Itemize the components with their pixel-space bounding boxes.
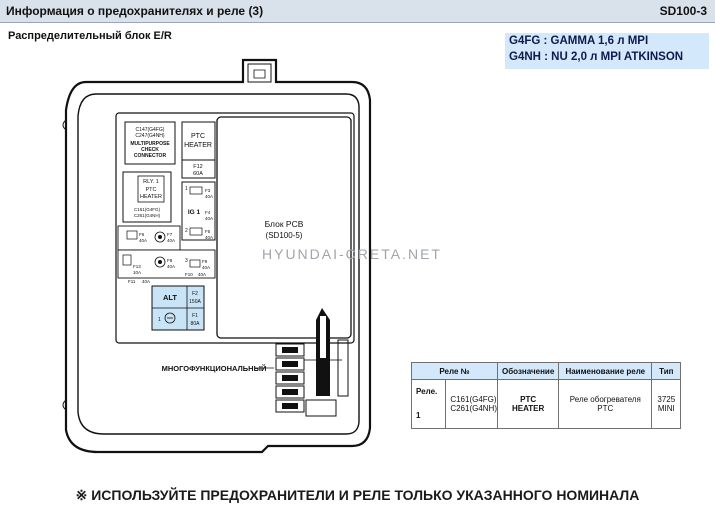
ptc-top-label-2: HEATER [184, 142, 212, 149]
fuse-f2-rating: 150A [189, 299, 201, 305]
pcb-block-name: Блок PCB [264, 219, 304, 229]
page-title: Информация о предохранителях и реле (3) [6, 4, 264, 18]
connector-label-2: CHECK [141, 147, 159, 153]
wheel-hub-icon [158, 235, 162, 239]
relay-conn-1: C161(G4FG) [133, 207, 161, 212]
relay-cell-no [412, 380, 498, 429]
relay-col-name: Наименование реле [559, 363, 652, 380]
pcb-block-ref: (SD100-5) [265, 231, 303, 240]
fuse-f6-rating: 40A [139, 238, 148, 243]
fuse-f9-name: F9 [202, 259, 208, 264]
fuse-f3-rating: 40A [205, 194, 214, 199]
housing-clip [248, 64, 271, 82]
engine-g4nh: G4NH : NU 2,0 л MPI ATKINSON [509, 51, 684, 63]
fuse-f5-rating: 40A [205, 235, 214, 240]
fuse-f13-name: F13 [133, 264, 141, 269]
relay-table-header [412, 363, 681, 380]
relay-cell-type [652, 380, 681, 429]
relay-col-no: Реле № [412, 363, 498, 380]
fuse-f4-name: F4 [205, 210, 211, 215]
relay-conn-g4nh: C261(G4NH) [450, 404, 497, 413]
connector-code-1: C147(G4FG) [135, 127, 165, 133]
relay-col-designation: Обозначение [498, 363, 559, 380]
ig1-label: IG 1 [187, 209, 201, 216]
wheel-hub-icon-2 [158, 260, 162, 264]
table-row [412, 380, 681, 429]
fuse-f2-name: F2 [192, 291, 198, 297]
fuse-f10-rating: 40A [198, 272, 207, 277]
relay-designation-1: PTC [520, 395, 537, 404]
fuse-f1-rating: 80A [190, 321, 200, 327]
num-label-alt: 1 [158, 317, 161, 323]
fuse-f11-rating: 40A [142, 279, 151, 284]
alt-label: ALT [162, 293, 178, 302]
fuse-f1-name: F1 [192, 313, 198, 319]
fuse-f5-name: F5 [205, 229, 211, 234]
relay-conn-2: C261(G4NH) [133, 213, 161, 218]
fuse-f7-name: F7 [167, 232, 173, 237]
engine-g4fg: G4FG : GAMMA 1,6 л MPI [509, 35, 649, 47]
relay-name: RLY. 1 [143, 179, 159, 185]
ptc-top-label-1: PTC [191, 133, 205, 140]
relay-no: Реле. 1 [412, 380, 446, 428]
multifunction-fuse-stack [276, 344, 304, 412]
relay-designation-2: HEATER [512, 404, 545, 413]
relay-type-1: 3725 [657, 395, 676, 404]
fuse-f8-name: F8 [167, 258, 173, 263]
relay-col-type: Тип [652, 363, 681, 380]
ptc-heater-block [182, 122, 215, 160]
fuse-f13-rating: 10A [133, 270, 142, 275]
num-label-1: 1 [185, 186, 188, 192]
relay-cell-designation [498, 380, 559, 429]
fuse-f6-name: F6 [139, 232, 145, 237]
fuse-f12-name: F12 [193, 164, 203, 170]
fuse-f10-name: F10 [185, 272, 193, 277]
relay-label-2: HEATER [140, 194, 162, 200]
block-title: Распределительный блок E/R [8, 30, 172, 42]
multifunction-label: МНОГОФУНКЦИОНАЛЬНЫЙ [161, 364, 267, 373]
relay-cell-name: Реле обогревателя PTC [559, 380, 652, 429]
connector-code-2: C247(G4NH) [135, 133, 165, 139]
relay-table [411, 362, 681, 429]
num-label-2: 2 [185, 228, 188, 234]
num-label-3: 3 [185, 258, 188, 264]
fuse-f12-rating: 60A [193, 171, 203, 177]
fuse-f9-rating: 40A [202, 265, 211, 270]
fuse-f3-name: F3 [205, 188, 211, 193]
fuse-f7-rating: 40A [167, 238, 176, 243]
connector-label-3: CONNECTOR [133, 153, 167, 159]
watermark: HYUNDAI-CRETA.NET [262, 246, 442, 262]
fuse-f8-rating: 40A [167, 264, 176, 269]
relay-type-2: MINI [657, 404, 675, 413]
fuse-f11-name: F11 [128, 279, 136, 284]
relay-label-1: PTC [145, 187, 157, 193]
relay-conn-g4fg: C161(G4FG) [450, 395, 497, 404]
fuse-f4-rating: 40A [205, 216, 214, 221]
page-code: SD100-3 [659, 4, 707, 18]
connector-label-1: MULTIPURPOSE [130, 141, 170, 147]
rating-warning-note: ※ ИСПОЛЬЗУЙТЕ ПРЕДОХРАНИТЕЛИ И РЕЛЕ ТОЛЬКО УКАЗАННОГО НОМИНАЛА [75, 487, 640, 503]
